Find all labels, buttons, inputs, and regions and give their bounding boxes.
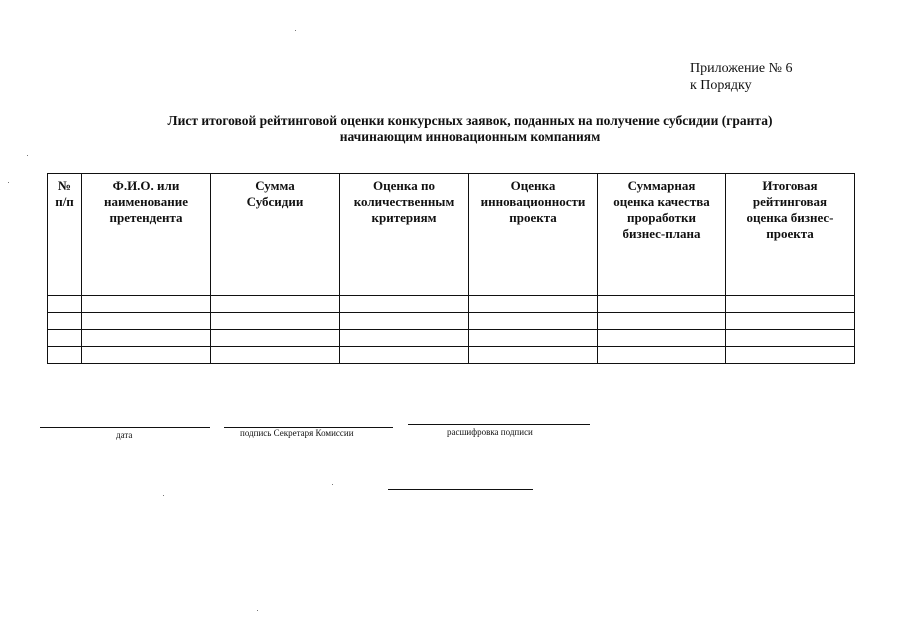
appendix-number: Приложение № 6: [690, 61, 793, 76]
table-cell[interactable]: [48, 347, 82, 364]
table-row: [48, 347, 855, 364]
signature-decoding-line[interactable]: [408, 424, 590, 425]
appendix-note: [690, 60, 793, 94]
table-cell[interactable]: [211, 347, 340, 364]
table-cell[interactable]: [469, 296, 598, 313]
scan-speck: [332, 484, 333, 485]
table-cell[interactable]: [469, 347, 598, 364]
header-business-plan-score: Суммарная оценка качества проработки бизнес-плана: [598, 174, 726, 296]
table-body: [48, 296, 855, 364]
table-cell[interactable]: [82, 330, 211, 347]
table-cell[interactable]: [82, 313, 211, 330]
signature-decoding-label: расшифровка подписи: [447, 427, 533, 437]
table-cell[interactable]: [726, 313, 855, 330]
table-cell[interactable]: [48, 296, 82, 313]
table-cell[interactable]: [726, 347, 855, 364]
header-final-rating: Итоговая рейтинговая оценка бизнес- проекта: [726, 174, 855, 296]
table-cell[interactable]: [726, 296, 855, 313]
table-cell[interactable]: [211, 313, 340, 330]
table-row: [48, 330, 855, 347]
table-cell[interactable]: [340, 330, 469, 347]
table-cell[interactable]: [598, 330, 726, 347]
table-cell[interactable]: [48, 330, 82, 347]
table-cell[interactable]: [211, 330, 340, 347]
table-header-row: [48, 174, 855, 296]
table-cell[interactable]: [598, 313, 726, 330]
table-cell[interactable]: [82, 347, 211, 364]
rating-table: [47, 173, 855, 364]
scan-speck: [163, 495, 164, 496]
table-cell[interactable]: [598, 296, 726, 313]
header-subsidy-amount: Сумма Субсидии: [211, 174, 340, 296]
header-applicant-name: Ф.И.О. или наименование претендента: [82, 174, 211, 296]
table-cell[interactable]: [48, 313, 82, 330]
extra-signature-line: [388, 489, 533, 490]
header-innovation-score: Оценка инновационности проекта: [469, 174, 598, 296]
document-title-line-1: Лист итоговой рейтинговой оценки конкурсных заявок, поданных на получение субсидии (гранта): [167, 113, 773, 128]
table-cell[interactable]: [598, 347, 726, 364]
scan-speck: [295, 30, 296, 31]
table-cell[interactable]: [469, 330, 598, 347]
table-cell[interactable]: [340, 313, 469, 330]
document-title-line-2: начинающим инновационным компаниям: [339, 129, 601, 144]
appendix-reference: к Порядку: [690, 78, 752, 93]
table-row: [48, 313, 855, 330]
table-cell[interactable]: [726, 330, 855, 347]
header-quantitative-score: Оценка по количественным критериям: [340, 174, 469, 296]
table-cell[interactable]: [211, 296, 340, 313]
date-line[interactable]: [40, 427, 210, 428]
table-cell[interactable]: [340, 296, 469, 313]
date-label: дата: [116, 430, 133, 440]
document-title: [60, 113, 880, 145]
header-number: № п/п: [48, 174, 82, 296]
scan-speck: [27, 155, 28, 156]
table-row: [48, 296, 855, 313]
table-cell[interactable]: [82, 296, 211, 313]
scan-speck: [257, 610, 258, 611]
table-cell[interactable]: [469, 313, 598, 330]
secretary-signature-label: подпись Секретаря Комиссии: [240, 428, 354, 438]
scan-speck: [8, 182, 9, 183]
table-cell[interactable]: [340, 347, 469, 364]
